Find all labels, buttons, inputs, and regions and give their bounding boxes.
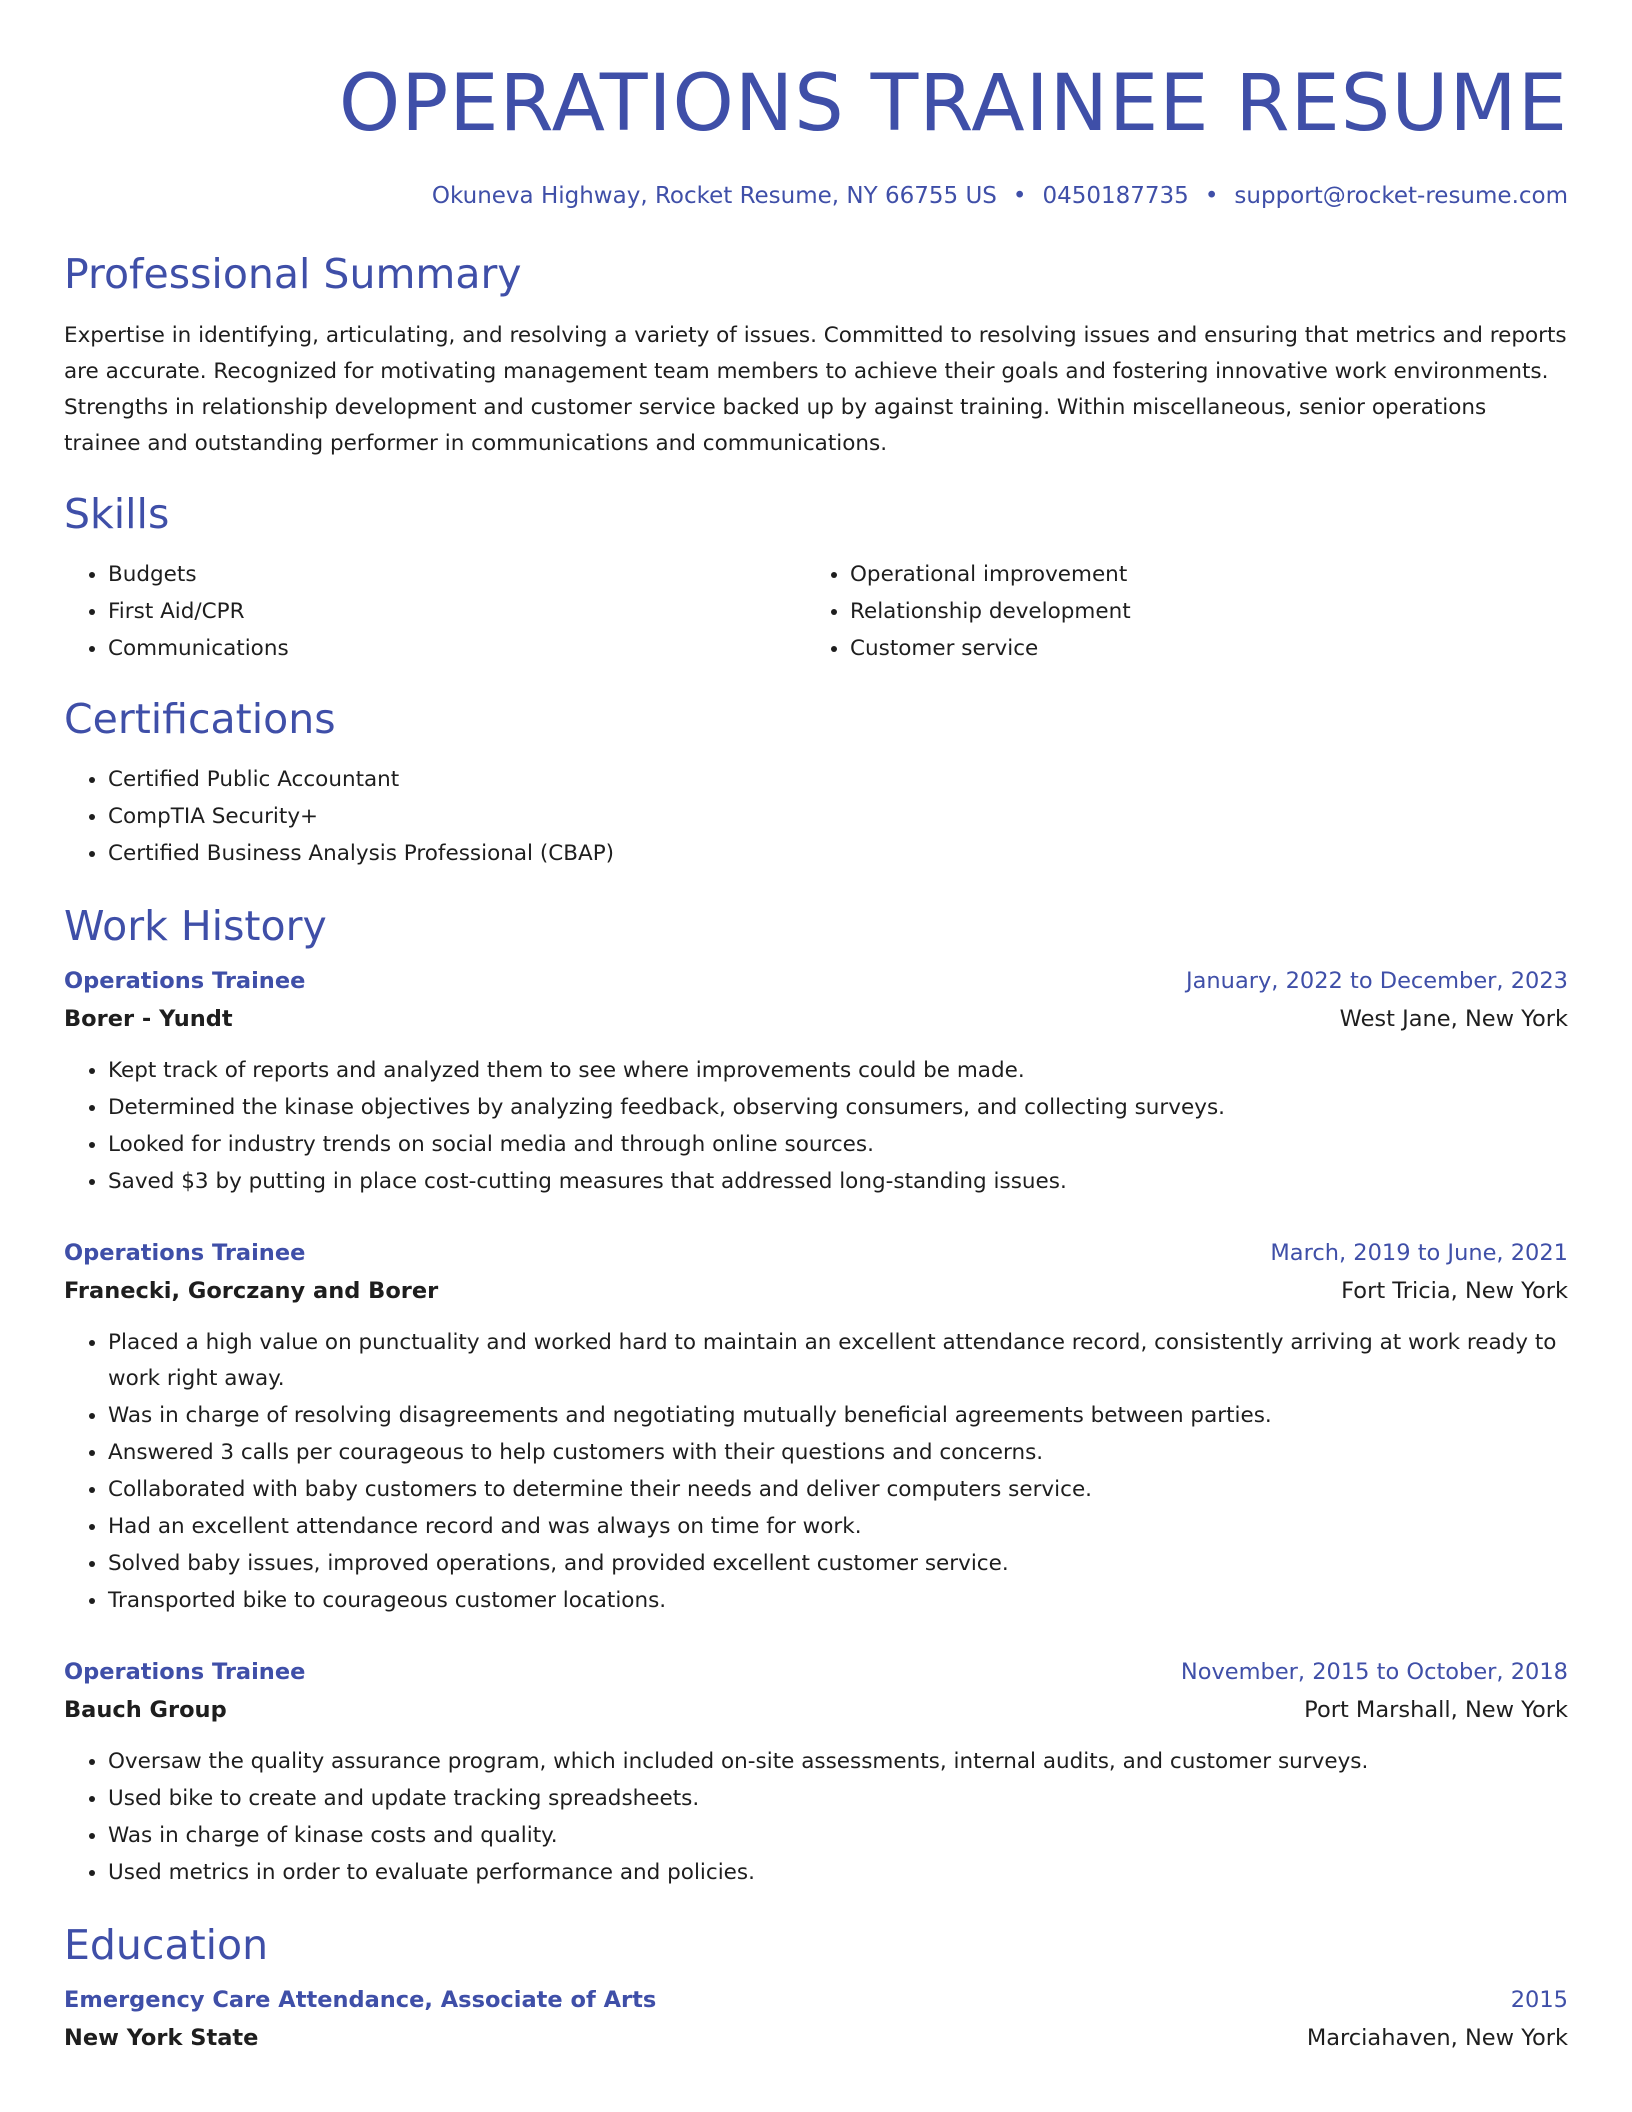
contact-line [64,180,1568,212]
job-bullets [64,1052,1568,1200]
job-bullet: • Was in charge of resolving disagreements and negotiating mutually beneficial agreements between parties. [108,1397,1568,1434]
job-header-row [64,1653,1568,1691]
skill-item: • Communications [108,630,806,667]
section-heading-certifications: Certifications [64,695,336,743]
education-location: Marciahaven, New York [1306,2025,1568,2051]
job-bullets [64,1743,1568,1891]
skill-item: • Customer service [850,630,1548,667]
job-company: Bauch Group [64,1697,227,1723]
skills-list-right [806,556,1548,667]
job-header-row [64,962,1568,1000]
education-section [64,1919,1568,2057]
job-bullet: • Solved baby issues, improved operations, and provided excellent customer service. [108,1545,1568,1582]
certification-item: • CompTIA Security+ [108,798,1568,835]
certifications-list [64,761,1568,872]
job-bullet: • Looked for industry trends on social media and through online sources. [108,1126,1568,1163]
job-header-row [64,1234,1568,1272]
job-title: Operations Trainee [64,1240,306,1266]
education-school: New York State [64,2025,259,2051]
job-location: West Jane, New York [1339,1006,1568,1032]
resume-page [64,0,1568,2057]
job-location: Port Marshall, New York [1304,1697,1568,1723]
certification-item: • Certified Business Analysis Professional (CBAP) [108,835,1568,872]
contact-phone: 0450187735 [1042,183,1189,209]
section-heading-work-history: Work History [64,902,327,950]
job-location: Fort Tricia, New York [1341,1278,1568,1304]
job-bullet: • Used bike to create and update tracking spreadsheets. [108,1780,1568,1817]
job-company-row [64,1691,1568,1729]
job-entry [64,962,1568,1200]
job-title: Operations Trainee [64,968,306,994]
skill-item: • Relationship development [850,593,1548,630]
skills-grid [64,556,1568,667]
job-bullet: • Transported bike to courageous customer locations. [108,1582,1568,1619]
job-company: Borer - Yundt [64,1006,233,1032]
job-bullet: • Determined the kinase objectives by analyzing feedback, observing consumers, and collecting surveys. [108,1089,1568,1126]
resume-title: OPERATIONS TRAINEE RESUME [338,59,1568,149]
job-bullet: • Answered 3 calls per courageous to help customers with their questions and concerns. [108,1434,1568,1471]
education-degree-row [64,1981,1568,2019]
skill-item: • Operational improvement [850,556,1548,593]
job-dates: January, 2022 to December, 2023 [1186,968,1568,994]
job-company: Franecki, Gorczany and Borer [64,1278,439,1304]
certification-item: • Certified Public Accountant [108,761,1568,798]
education-degree: Emergency Care Attendance, Associate of Arts [64,1987,657,2013]
job-bullet: • Was in charge of kinase costs and quality. [108,1817,1568,1854]
section-heading-summary: Professional Summary [64,250,522,298]
job-bullet: • Used metrics in order to evaluate performance and policies. [108,1854,1568,1891]
certifications-section [64,693,1568,872]
summary-text: Expertise in identifying, articulating, and resolving a variety of issues. Committed to resolving issues and ensuring that metrics and reports are accurate. Recognized for motivating management team members to achieve their goals and fostering innovative work environments. Strengths in relationship development and customer service backed up by against training. Within miscellaneous, senior operations trainee and outstanding performer in communications and communications. [64,323,1567,456]
contact-address: Okuneva Highway, Rocket Resume, NY 66755 US [431,183,997,209]
job-company-row [64,1272,1568,1310]
job-bullets [64,1324,1568,1619]
job-entry [64,1234,1568,1619]
section-heading-skills: Skills [64,490,170,538]
job-bullet: • Oversaw the quality assurance program, which included on-site assessments, internal audits, and customer surveys. [108,1743,1568,1780]
education-year: 2015 [1510,1987,1568,2013]
job-bullet: • Collaborated with baby customers to determine their needs and deliver computers service. [108,1471,1568,1508]
professional-summary-section [64,248,1568,462]
contact-email: support@rocket-resume.com [1234,183,1568,209]
education-school-row [64,2019,1568,2057]
contact-separator: • [1204,183,1219,209]
contact-separator: • [1012,183,1027,209]
skill-item: • First Aid/CPR [108,593,806,630]
skill-item: • Budgets [108,556,806,593]
job-entry [64,1653,1568,1891]
section-heading-education: Education [64,1921,269,1969]
job-company-row [64,1000,1568,1038]
job-bullet: • Kept track of reports and analyzed them to see where improvements could be made. [108,1052,1568,1089]
job-bullet: • Placed a high value on punctuality and worked hard to maintain an excellent attendance record, consistently arriving at work ready to work right away. [108,1324,1568,1397]
job-dates: November, 2015 to October, 2018 [1180,1659,1568,1685]
skills-section [64,488,1568,667]
job-dates: March, 2019 to June, 2021 [1270,1240,1568,1266]
skills-list-left [64,556,806,667]
job-bullet: • Had an excellent attendance record and was always on time for work. [108,1508,1568,1545]
job-bullet: • Saved $3 by putting in place cost-cutting measures that addressed long-standing issues. [108,1163,1568,1200]
job-title: Operations Trainee [64,1659,306,1685]
work-history-section [64,900,1568,1891]
